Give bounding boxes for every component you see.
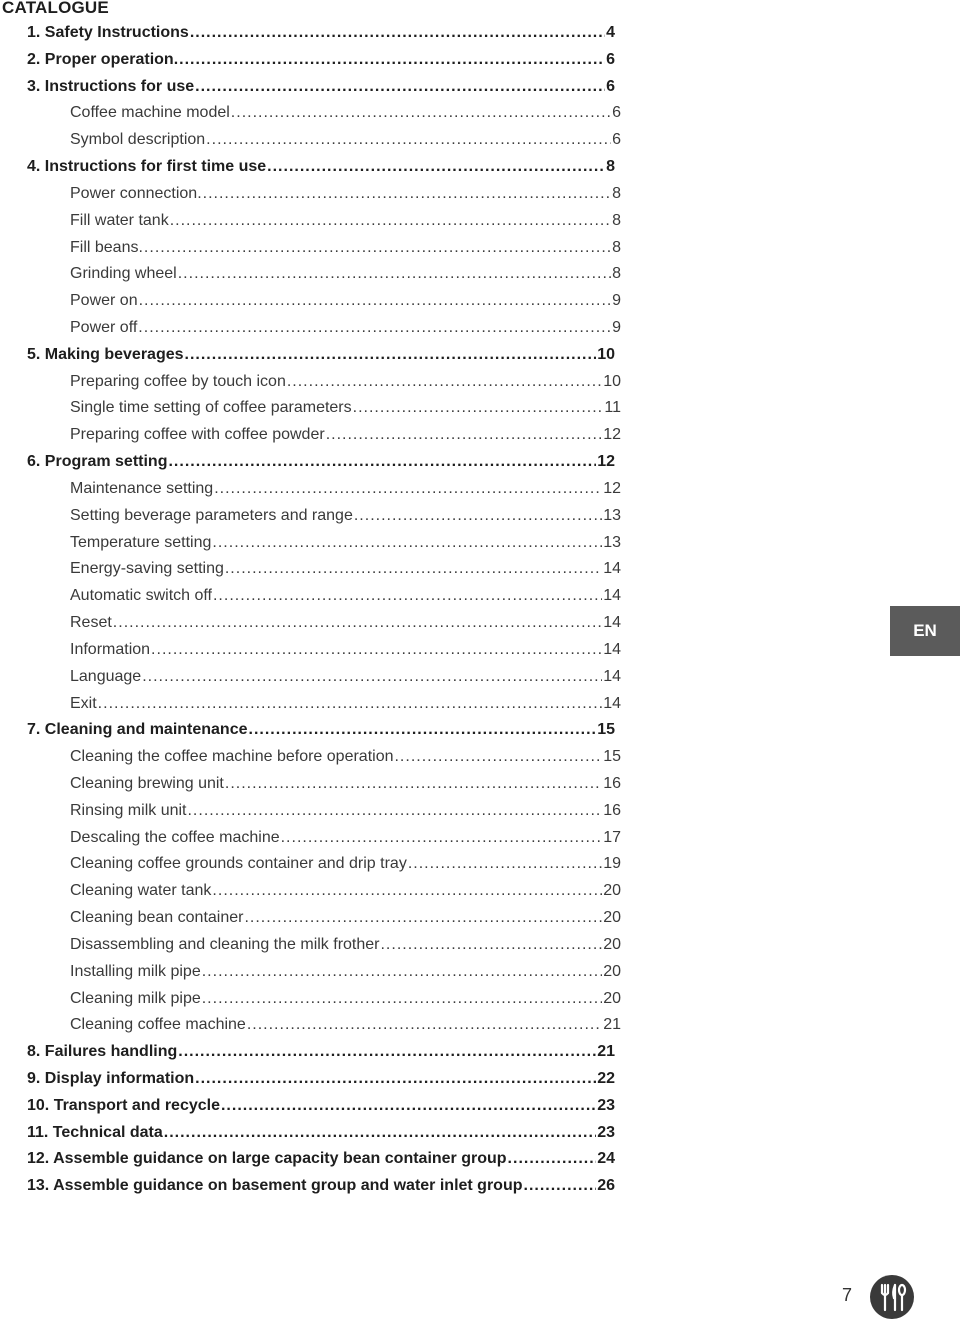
page-number: 7 [842, 1285, 853, 1305]
toc-entry-label: 7. Cleaning and maintenance [27, 721, 248, 739]
toc-subsection-entry[interactable] [70, 584, 621, 608]
dot-leader [214, 477, 602, 501]
toc-entry-label: Cleaning brewing unit [70, 774, 224, 792]
toc-subsection-entry[interactable] [70, 933, 621, 957]
dot-leader [326, 423, 603, 447]
toc-entry-page: 14 [603, 694, 621, 712]
toc-entry-page: 26 [597, 1177, 615, 1195]
toc-entry-label: 1. Safety Instructions [27, 24, 189, 41]
toc-subsection-entry[interactable] [70, 987, 621, 1011]
toc-entry-page: 15 [603, 748, 621, 766]
toc-section-entry[interactable] [27, 21, 615, 45]
toc-entry-label: Automatic switch off [70, 587, 212, 605]
toc-entry-page: 10 [597, 345, 615, 363]
toc-section-entry[interactable] [27, 75, 615, 99]
dot-leader [354, 504, 602, 528]
toc-subsection-entry[interactable] [70, 906, 621, 930]
toc-entry-page: 9 [612, 292, 621, 310]
toc-entry-page: 12 [603, 426, 621, 444]
toc-section-entry[interactable] [27, 1147, 615, 1171]
toc-entry-label: 10. Transport and recycle [27, 1096, 220, 1114]
toc-subsection-entry[interactable] [70, 557, 621, 581]
toc-entry-label: Descaling the coffee machine [70, 828, 280, 846]
toc-entry-label: Energy-saving setting [70, 560, 224, 578]
toc-section-entry[interactable] [27, 1174, 615, 1198]
dot-leader [380, 933, 602, 957]
toc-entry-page: 20 [603, 935, 621, 953]
toc-entry-page: 8 [606, 158, 615, 176]
toc-entry-page: 20 [603, 882, 621, 900]
dot-leader [213, 584, 602, 608]
dot-leader [113, 611, 602, 635]
toc-entry-page: 6 [606, 50, 615, 68]
toc-entry-page: 14 [603, 560, 621, 578]
toc-subsection-entry[interactable] [70, 745, 621, 769]
toc-subsection-entry[interactable] [70, 396, 621, 420]
toc-entry-label: Cleaning the coffee machine before operation [70, 748, 394, 766]
dot-leader [98, 692, 603, 716]
dot-leader [185, 343, 597, 367]
toc-subsection-entry[interactable] [70, 826, 621, 850]
toc-entry-label: Exit [70, 694, 97, 712]
toc-subsection-entry[interactable] [70, 638, 621, 662]
toc-subsection-entry[interactable] [70, 477, 621, 501]
toc-subsection-entry[interactable] [70, 182, 621, 206]
toc-subsection-entry[interactable] [70, 370, 621, 394]
toc-subsection-entry[interactable] [70, 879, 621, 903]
toc-entry-label: Power connection. [70, 184, 202, 202]
dot-leader [225, 557, 602, 581]
dot-leader [139, 289, 612, 313]
dot-leader [178, 1040, 596, 1064]
toc-entry-label: Setting beverage parameters and range [70, 506, 353, 524]
toc-section-entry[interactable] [27, 48, 615, 72]
cutlery-icon [869, 1274, 915, 1320]
toc-entry-label: 5. Making beverages [27, 345, 184, 363]
dot-leader [247, 1013, 602, 1037]
toc-section-entry[interactable] [27, 1067, 615, 1091]
toc-entry-label: Single time setting of coffee parameters [70, 399, 352, 417]
dot-leader [394, 745, 602, 769]
dot-leader [187, 799, 602, 823]
toc-entry-page: 4 [606, 24, 615, 41]
toc-entry-page: 20 [603, 989, 621, 1007]
dot-leader [170, 209, 611, 233]
toc-entry-page: 11 [604, 399, 621, 417]
toc-entry-page: 8 [612, 184, 621, 202]
toc-entry-label: Language [70, 667, 142, 685]
toc-subsection-entry[interactable] [70, 692, 621, 716]
dot-leader [408, 852, 602, 876]
dot-leader [138, 316, 611, 340]
toc-section-entry[interactable] [27, 1040, 615, 1064]
toc-entry-page: 6 [612, 104, 621, 122]
dot-leader [202, 960, 602, 984]
dot-leader [267, 155, 605, 179]
toc-entry-page: 16 [603, 801, 621, 819]
toc-subsection-entry[interactable] [70, 960, 621, 984]
dot-leader [231, 101, 611, 125]
toc-entry-page: 8 [612, 265, 621, 283]
toc-entry-page: 16 [603, 774, 621, 792]
dot-leader [164, 1121, 596, 1145]
toc-subsection-entry[interactable] [70, 236, 621, 260]
toc-entry-page: 23 [597, 1096, 615, 1114]
toc-entry-page: 14 [603, 667, 621, 685]
toc-subsection-entry[interactable] [70, 772, 621, 796]
dot-leader [287, 370, 602, 394]
toc-entry-label: 2. Proper operation. [27, 50, 179, 68]
toc-entry-page: 13 [603, 533, 621, 551]
toc-entry-label: Cleaning coffee grounds container and drip tray [70, 855, 407, 873]
toc-entry-page: 12 [597, 453, 615, 471]
dot-leader [179, 48, 605, 72]
toc-entry-label: Preparing coffee by touch icon [70, 372, 286, 390]
toc-entry-page: 23 [597, 1123, 615, 1141]
toc-entry-page: 14 [603, 587, 621, 605]
toc-entry-label: 13. Assemble guidance on basement group and water inlet group [27, 1177, 523, 1195]
dot-leader [195, 75, 605, 99]
toc-entry-label: Fill water tank [70, 211, 169, 229]
toc-entry-page: 20 [603, 962, 621, 980]
toc-subsection-entry[interactable] [70, 799, 621, 823]
dot-leader [202, 987, 602, 1011]
toc-section-entry[interactable] [27, 450, 615, 474]
toc-entry-label: Information [70, 640, 151, 658]
toc-subsection-entry[interactable] [70, 316, 621, 340]
toc-entry-label: 11. Technical data [27, 1123, 163, 1141]
toc-entry-label: Temperature setting [70, 533, 212, 551]
language-badge: EN [890, 606, 960, 656]
toc-subsection-entry[interactable] [70, 289, 621, 313]
toc-entry-page: 24 [597, 1150, 615, 1168]
dot-leader [353, 396, 604, 420]
toc-entry-label: 6. Program setting [27, 453, 168, 471]
toc-entry-label: 9. Display information [27, 1069, 195, 1087]
toc-entry-page: 14 [603, 614, 621, 632]
dot-leader [212, 531, 602, 555]
toc-entry-label: 4. Instructions for first time use [27, 158, 267, 176]
dot-leader [190, 21, 605, 45]
toc-entry-page: 8 [612, 211, 621, 229]
toc-entry-label: Coffee machine model [70, 104, 230, 122]
toc-entry-label: Maintenance setting [70, 479, 214, 497]
dot-leader [203, 182, 611, 206]
dot-leader [168, 450, 596, 474]
toc-entry-page: 8 [612, 238, 621, 256]
toc-entry-page: 6 [606, 77, 615, 95]
toc-entry-page: 13 [603, 506, 621, 524]
toc-entry-label: Cleaning coffee machine [70, 1016, 246, 1034]
dot-leader [225, 772, 602, 796]
toc-section-entry[interactable] [27, 155, 615, 179]
toc-entry-page: 19 [603, 855, 621, 873]
toc-subsection-entry[interactable] [70, 423, 621, 447]
toc-entry-label: Grinding wheel [70, 265, 177, 283]
toc-entry-label: Installing milk pipe [70, 962, 201, 980]
toc-subsection-entry[interactable] [70, 665, 621, 689]
toc-entry-label: Power off [70, 319, 138, 337]
toc-entry-label: Cleaning milk pipe [70, 989, 201, 1007]
dot-leader [212, 879, 602, 903]
toc-subsection-entry[interactable] [70, 101, 621, 125]
toc-entry-page: 6 [612, 131, 621, 149]
toc-subsection-entry[interactable] [70, 1013, 621, 1037]
dot-leader [178, 262, 611, 286]
toc-entry-label: Reset [70, 614, 112, 632]
toc-entry-label: Cleaning bean container [70, 909, 244, 927]
toc-section-entry[interactable] [27, 1094, 615, 1118]
toc-entry-page: 10 [603, 372, 621, 390]
page-title: CATALOGUE [2, 0, 109, 17]
dot-leader [281, 826, 603, 850]
toc-section-entry[interactable] [27, 1121, 615, 1145]
toc-subsection-entry[interactable] [70, 531, 621, 555]
toc-entry-page: 21 [603, 1016, 621, 1034]
toc-entry-page: 14 [603, 640, 621, 658]
dot-leader [144, 236, 611, 260]
dot-leader [206, 128, 611, 152]
dot-leader [151, 638, 602, 662]
dot-leader [524, 1174, 597, 1198]
toc-entry-label: Rinsing milk unit [70, 801, 187, 819]
toc-entry-page: 15 [597, 721, 615, 739]
toc-entry-page: 12 [603, 479, 621, 497]
toc-entry-label: Symbol description [70, 131, 206, 149]
dot-leader [221, 1094, 596, 1118]
toc-subsection-entry[interactable] [70, 611, 621, 635]
toc-entry-page: 22 [597, 1069, 615, 1087]
toc-subsection-entry[interactable] [70, 128, 621, 152]
toc-section-entry[interactable] [27, 343, 615, 367]
toc-entry-page: 20 [603, 909, 621, 927]
dot-leader [508, 1147, 597, 1171]
toc-entry-label: Cleaning water tank [70, 882, 212, 900]
toc-entry-label: Fill beans. [70, 238, 143, 256]
toc-entry-label: Power on [70, 292, 138, 310]
toc-subsection-entry[interactable] [70, 852, 621, 876]
toc-entry-label: 3. Instructions for use [27, 77, 195, 95]
toc-entry-label: 8. Failures handling [27, 1043, 178, 1061]
toc-entry-page: 21 [597, 1043, 615, 1061]
dot-leader [195, 1067, 596, 1091]
dot-leader [249, 718, 597, 742]
toc-entry-label: Disassembling and cleaning the milk frother [70, 935, 380, 953]
toc-entry-label: Preparing coffee with coffee powder [70, 426, 325, 444]
dot-leader [244, 906, 602, 930]
dot-leader [142, 665, 602, 689]
toc-subsection-entry[interactable] [70, 209, 621, 233]
toc-subsection-entry[interactable] [70, 504, 621, 528]
toc-section-entry[interactable] [27, 718, 615, 742]
toc-entry-page: 17 [603, 828, 621, 846]
toc-subsection-entry[interactable] [70, 262, 621, 286]
toc-entry-page: 9 [612, 319, 621, 337]
toc-entry-label: 12. Assemble guidance on large capacity bean container group [27, 1150, 507, 1168]
